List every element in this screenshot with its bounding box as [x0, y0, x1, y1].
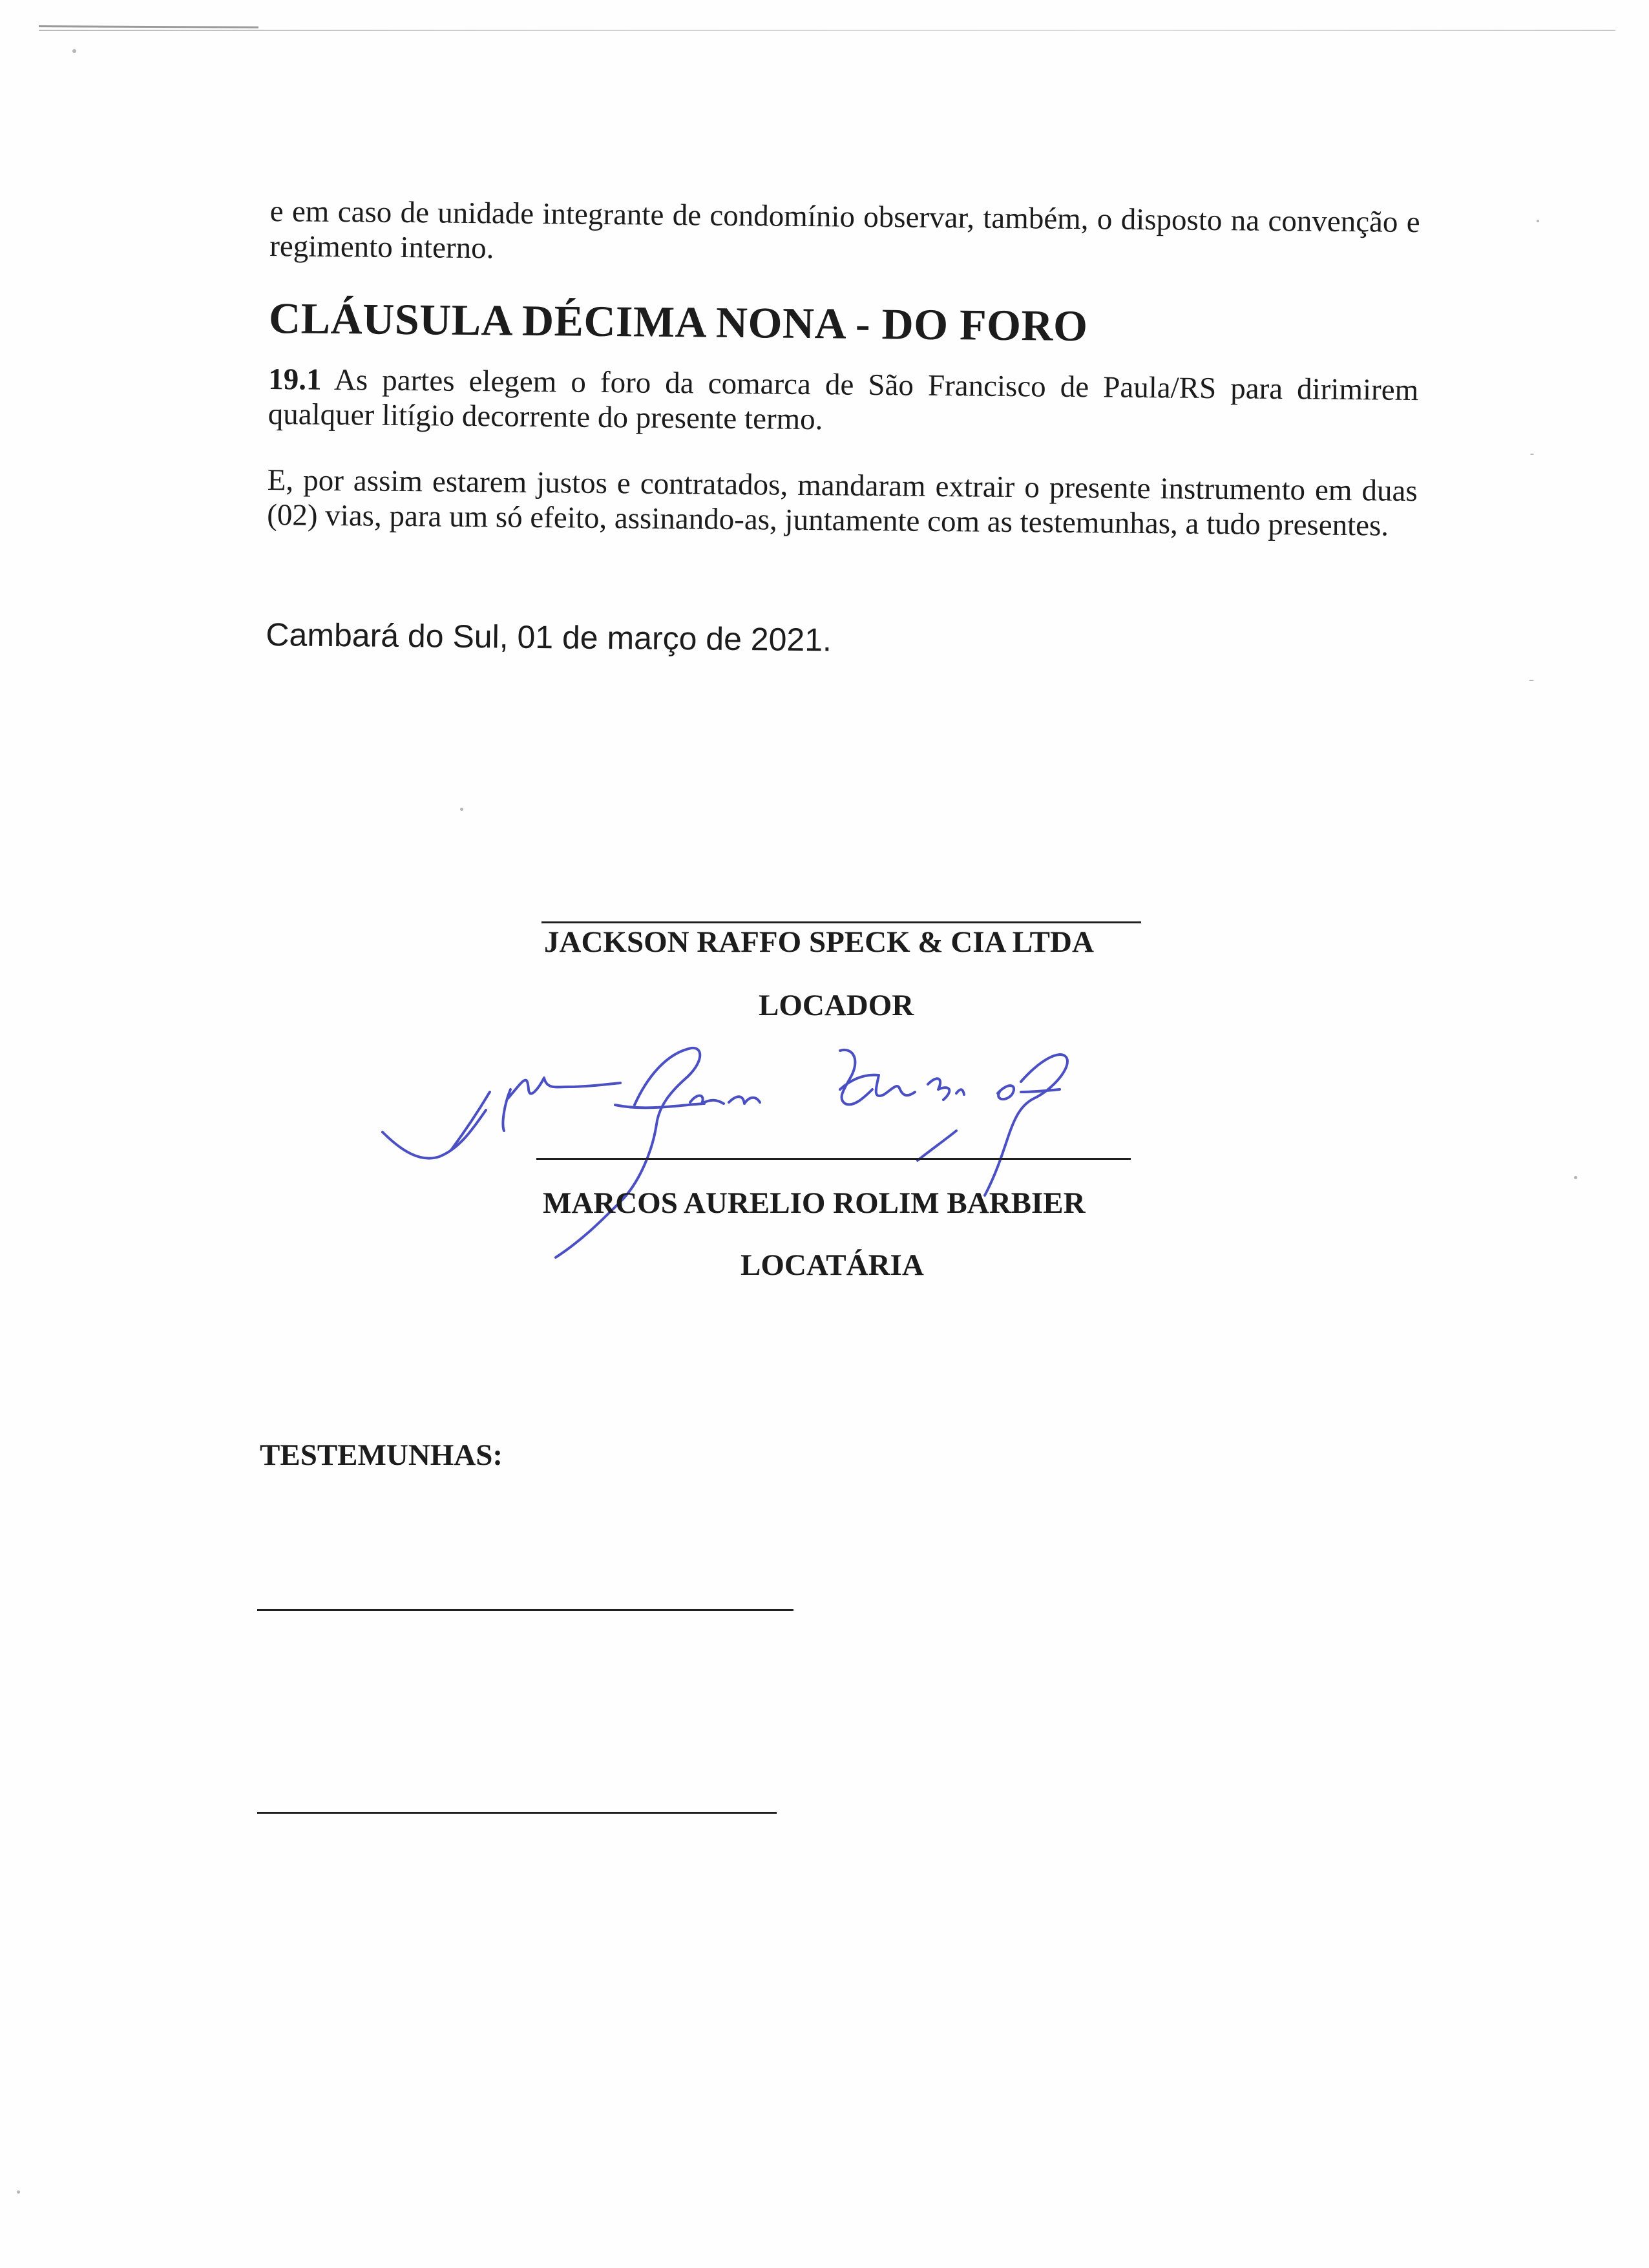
scan-speck [460, 808, 463, 811]
scan-speck [1574, 1176, 1577, 1179]
scan-speck [1529, 680, 1534, 681]
witnesses-title: TESTEMUNHAS: [260, 1438, 503, 1472]
scan-edge-mark [39, 25, 258, 28]
lessee-signature [375, 1027, 1124, 1260]
witness-1-signature-line [257, 1609, 793, 1611]
scan-speck [17, 2190, 20, 2194]
scan-speck [1530, 454, 1534, 455]
witness-2-signature-line [257, 1812, 777, 1814]
signature-ink [383, 1048, 1067, 1257]
closing-paragraph: E, por assim estarem justos e contratados, mandaram extrair o presente instrumento em duas (02) vias, para um só efeito, assinando-as, juntamente com as testemunhas, a tudo presentes. [266, 463, 1418, 543]
lessor-role: LOCADOR [759, 989, 914, 1022]
scan-edge-line [39, 30, 1615, 31]
clause-number: 19.1 [268, 362, 322, 397]
lessee-signature-line [536, 1158, 1131, 1160]
clause-paragraph [268, 362, 1418, 443]
lessor-name: JACKSON RAFFO SPECK & CIA LTDA [544, 925, 1094, 959]
lessee-name: MARCOS AURELIO ROLIM BARBIER [543, 1186, 1086, 1220]
lessee-role: LOCATÁRIA [740, 1248, 924, 1282]
clause-text: As partes elegem o foro da comarca de São Francisco de Paula/RS para dirimirem qualquer litígio decorrente do presente termo. [268, 362, 1419, 437]
lessor-signature-line [541, 921, 1141, 923]
clause-heading: CLÁUSULA DÉCIMA NONA - DO FORO [268, 293, 1088, 351]
place-date: Cambará do Sul, 01 de março de 2021. [266, 616, 832, 658]
contract-body [266, 194, 1420, 665]
continuation-paragraph: e em caso de unidade integrante de condomínio observar, também, o disposto na convenção e regimento interno. [269, 194, 1420, 266]
scan-speck [72, 49, 76, 53]
scan-speck [1537, 220, 1539, 222]
